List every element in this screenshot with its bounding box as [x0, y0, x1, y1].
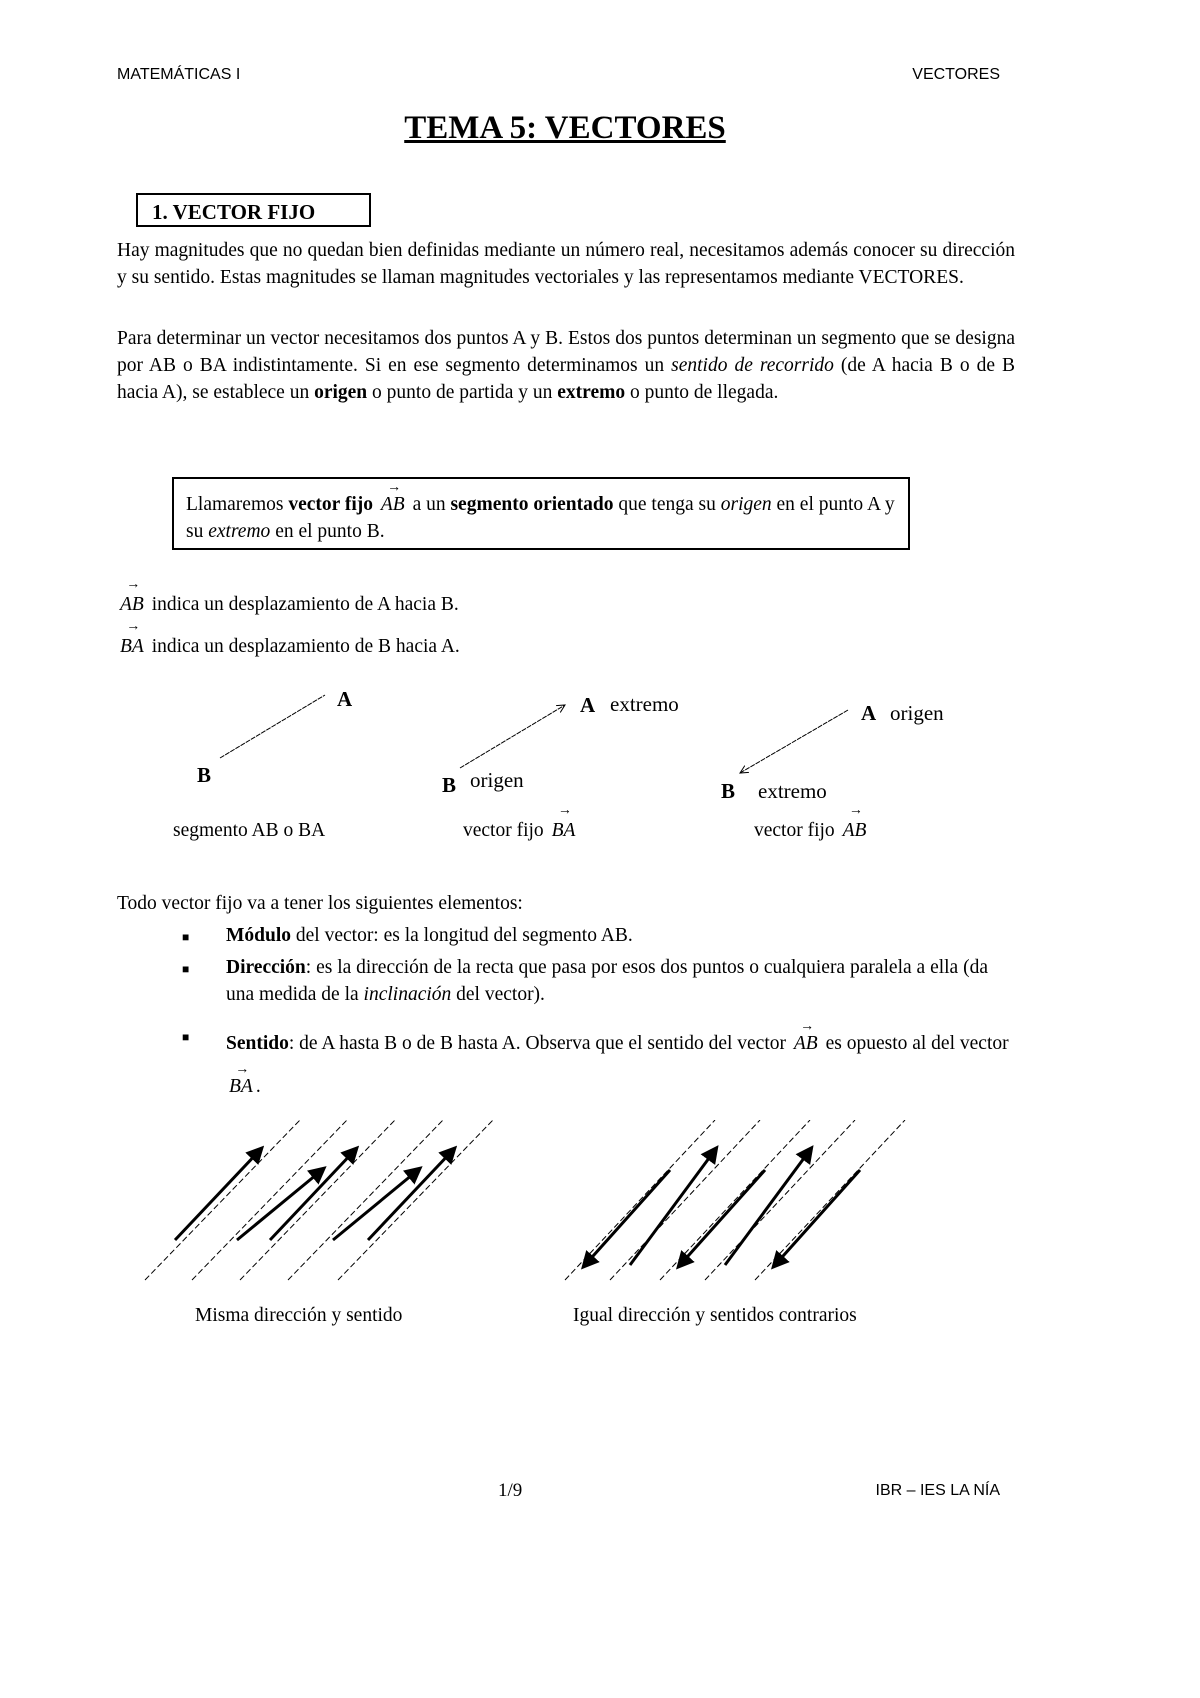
element-direccion: [226, 954, 1016, 1008]
point-note: origen: [890, 701, 944, 725]
vector-arrow: [630, 1150, 715, 1265]
vector-notation: → BA: [549, 820, 579, 842]
bullet-icon: ■: [182, 930, 190, 944]
vector-notation: → AB: [791, 1022, 821, 1065]
term: Dirección: [226, 957, 306, 978]
vector-notation: → AB: [117, 594, 147, 616]
text: Para determinar un vector necesitamos dos puntos A y B. Estos dos puntos determinan un segmento que se designa por AB o BA indistintamente. Si en ese segmento determinamos un: [117, 328, 1015, 376]
point-label: B: [721, 779, 736, 803]
elements-intro: Todo vector fijo va a tener los siguientes elementos:: [117, 893, 523, 914]
text: extremo: [208, 521, 271, 542]
segment-diagrams: [0, 680, 1200, 820]
guide-line: [192, 1120, 347, 1280]
text: del vector).: [451, 984, 545, 1005]
point-label: A: [580, 693, 596, 717]
guide-line: [240, 1120, 395, 1280]
text: en el punto B.: [270, 521, 385, 542]
vector-arrow: [333, 1170, 418, 1240]
text: origen: [720, 494, 772, 515]
diagram-caption: [754, 820, 869, 842]
text: : de A hasta B o de B hasta A. Observa que el sentido del vector: [288, 1033, 791, 1054]
bullet-icon: ■: [182, 1030, 190, 1044]
guide-line: [755, 1120, 905, 1280]
footer-author: IBR – IES LA NÍA: [875, 1482, 1000, 1499]
vector-arrow: [725, 1150, 810, 1265]
point-label: B: [197, 763, 212, 787]
vector-arrow: [175, 1150, 260, 1240]
diagram-caption: segmento AB o BA: [173, 820, 326, 841]
text: segmento orientado: [450, 494, 614, 515]
text: extremo: [557, 382, 626, 403]
figure-caption-opposite: Igual dirección y sentidos contrarios: [573, 1305, 857, 1326]
point-label: B: [442, 773, 457, 797]
vector-arrow: [368, 1150, 453, 1240]
text: o punto de partida y un: [367, 382, 558, 403]
element-modulo: [226, 922, 1016, 949]
parallel-vectors-figure: [0, 1120, 1200, 1300]
text: del vector: es la longitud del segmento AB.: [291, 925, 633, 946]
guide-line: [565, 1120, 715, 1280]
text: vector fijo: [754, 820, 835, 841]
vector-notation: → AB: [840, 820, 870, 842]
point-note: extremo: [758, 779, 827, 803]
term: Módulo: [226, 925, 292, 946]
point-label: A: [337, 687, 353, 711]
ba-description: [117, 636, 460, 658]
vector-ab-arrow: [740, 710, 848, 773]
diagram-caption: [463, 820, 578, 842]
segment-line: [220, 695, 325, 758]
guide-line: [288, 1120, 443, 1280]
vector-arrow: [585, 1170, 670, 1265]
same-direction-vectors: [145, 1120, 493, 1280]
section-heading: 1. VECTOR FIJO: [136, 193, 371, 227]
text: a un: [407, 494, 451, 515]
vector-notation: → BA: [226, 1065, 256, 1108]
text: Llamaremos: [186, 494, 289, 515]
guide-line: [660, 1120, 810, 1280]
vector-arrow: [775, 1170, 860, 1265]
point-note: extremo: [610, 692, 679, 716]
text: sentido de recorrido: [671, 355, 834, 376]
text: (de A hacia B o de B hacia A), se establece un: [117, 355, 1015, 403]
vector-arrow: [270, 1150, 355, 1240]
text: en el punto A y su: [186, 494, 895, 542]
term: Sentido: [226, 1033, 289, 1054]
page-title: TEMA 5: VECTORES: [404, 110, 726, 146]
text: .: [255, 1076, 261, 1097]
header-topic: VECTORES: [912, 66, 1000, 83]
point-label: A: [861, 701, 877, 725]
vector-notation: → BA: [117, 636, 147, 658]
figure-caption-same: Misma dirección y sentido: [195, 1305, 403, 1326]
paragraph-segment: [117, 325, 1015, 406]
vector-notation: → AB: [378, 491, 408, 518]
text: indica un desplazamiento de B hacia A.: [151, 636, 460, 657]
text: indica un desplazamiento de A hacia B.: [151, 594, 459, 615]
definition-box: [172, 477, 910, 550]
text: es opuesto al del vector: [820, 1033, 1009, 1054]
element-sentido: [226, 1022, 1016, 1108]
paragraph-intro: Hay magnitudes que no quedan bien definidas mediante un número real, necesitamos además conocer su dirección y su sentido. Estas magnitudes se llaman magnitudes vectoriales y las representamos mediante VECTORES.: [117, 240, 1015, 288]
header-subject: MATEMÁTICAS I: [117, 66, 241, 83]
text: : es la dirección de la recta que pasa por esos dos puntos o cualquiera paralela a ella (da una medida de la: [226, 957, 988, 1005]
text: origen: [314, 382, 368, 403]
opposite-direction-vectors: [565, 1120, 905, 1280]
text: vector fijo: [288, 494, 373, 515]
text: inclinación: [363, 984, 452, 1005]
bullet-icon: ■: [182, 962, 190, 976]
guide-line: [145, 1120, 300, 1280]
page-number: 1/9: [498, 1480, 523, 1501]
text: que tenga su: [613, 494, 721, 515]
text: o punto de llegada.: [625, 382, 779, 403]
vector-ba-arrow: [460, 705, 565, 768]
vector-arrow: [680, 1170, 765, 1265]
ab-description: [117, 594, 459, 616]
text: vector fijo: [463, 820, 544, 841]
point-note: origen: [470, 768, 524, 792]
guide-line: [338, 1120, 493, 1280]
